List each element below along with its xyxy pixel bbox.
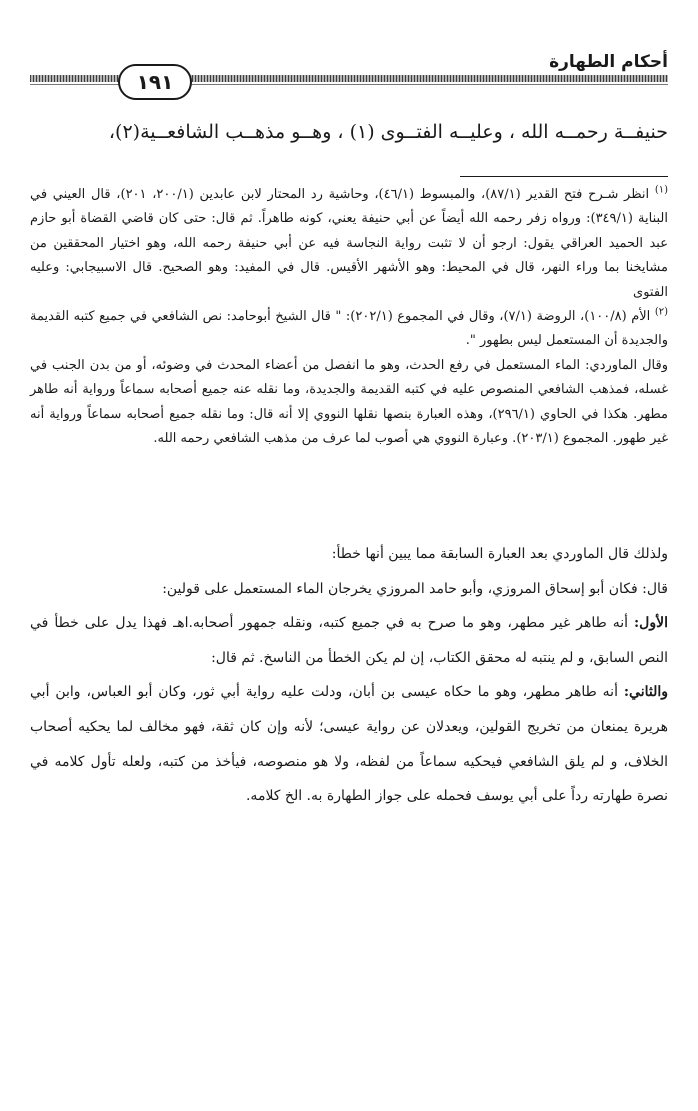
- footnotes-section: [30, 183, 668, 451]
- footnote-1-mark: (١): [654, 184, 668, 196]
- footnote-separator: [460, 176, 668, 177]
- footnote-2-paragraph: وقال الماوردي: الماء المستعمل في رفع الحدث، وهو ما انفصل من أعضاء المحدث في وضوئه، أو من بدن الجنب في غسله، فمذهب الشافعي المنصوص عليه في كتبه القديمة والجديدة، وما نقله عنه جميع أصحابه سماعاً ورواية أنه طاهر مطهر. هكذا في الحاوي (٢٩٦/١)، وهذه العبارة بنصها نقلها النووي إلا أنه قال: وما نقله جميع أصحابه سماعاً ورواية أنه غير طهور. المجموع (٢٠٣/١). وعبارة النووي هي أصوب لما عرف من مذهب الشافعي رحمه الله.: [30, 357, 669, 447]
- footnote-1: [30, 183, 668, 305]
- page-number: ١٩١: [118, 64, 192, 100]
- running-header-title: أحكام الطهارة: [549, 52, 668, 72]
- footnote-1-text: انظر شـرح فتح القدير (٨٧/١)، والمبسوط (٤٦/١)، وحاشية رد المحتار لابن عابدين (٢٠٠/١، ٢٠١)، قال العيني في البناية (٣٤٩/١): ورواه زفر رحمه الله أيضاً عن أبي حنيفة يعني، كونه طاهراً. ثم قال: حتى كان قاضي القضاة أبو حازم عبد الحميد العراقي يقول: ارجو أن لا تثبت رواية النجاسة فيه عن أبي حنيفة رحمه الله، وهو اختيار المحققين من مشايخنا بما وراء النهر، قال في المحيط: وهو الأشهر الأقيس. قال في المفيد: وهو الصحيح. قال الاسبيجابي: وعليه الفتوى: [30, 187, 668, 300]
- body-intro: ولذلك قال الماوردي بعد العبارة السابقة مما يبين أنها خطأ:: [331, 546, 668, 562]
- footnote-2-mark: (٢): [654, 306, 669, 318]
- second-point-label: والثاني:: [623, 684, 669, 701]
- main-text-line: حنيفــة رحمــه الله ، وعليــه الفتــوى (١) ، وهــو مذهــب الشافعــية(٢)،: [108, 121, 668, 143]
- footnote-2: [30, 305, 668, 354]
- footnote-continuation: [30, 537, 668, 814]
- body-quote: قال: فكان أبو إسحاق المروزي، وأبو حامد المروزي يخرجان الماء المستعمل على قولين:: [162, 580, 668, 597]
- body-first-point: [30, 606, 668, 675]
- first-point-label: الأول:: [634, 615, 668, 632]
- second-point-text: أنه طاهر مطهر، وهو ما حكاه عيسى بن أبان، ودلت عليه رواية أبي ثور، وكان أبو العباس، وابن أبي هريرة يمنعان من تخريج القولين، ويعدلان عن رواية عيسى؛ لأنه وإن كان ثقة، فهو مخالف لما يحكيه أصحاب الخلاف، و لم يلق الشافعي فيحكيه سماعاً من لفظه، ولا هو منصوصه، فيأخذ من كتبه، ولعله تأول كلامه في نصرة طهارته رداً على أبي يوسف فحمله على جواز الطهارة به. الخ كلامه.: [30, 684, 668, 805]
- body-second-point: [30, 675, 668, 813]
- first-point-text: أنه طاهر غير مطهر، وهو ما صرح به في جميع كتبه، ونقله جمهور أصحابه.اهـ فهذا يدل على خطأ في النص السابق، و لم ينتبه له محقق الكتاب، إن لم يكن الخطأ من الناسخ. ثم قال:: [30, 615, 668, 666]
- footnote-2-text: الأم (١٠٠/٨)، الروضة (٧/١)، وقال في المجموع (٢٠٢/١): " قال الشيخ أبوحامد: نص الشافعي في جميع كتبه القديمة والجديدة أن المستعمل ليس بطهور ".: [30, 309, 668, 349]
